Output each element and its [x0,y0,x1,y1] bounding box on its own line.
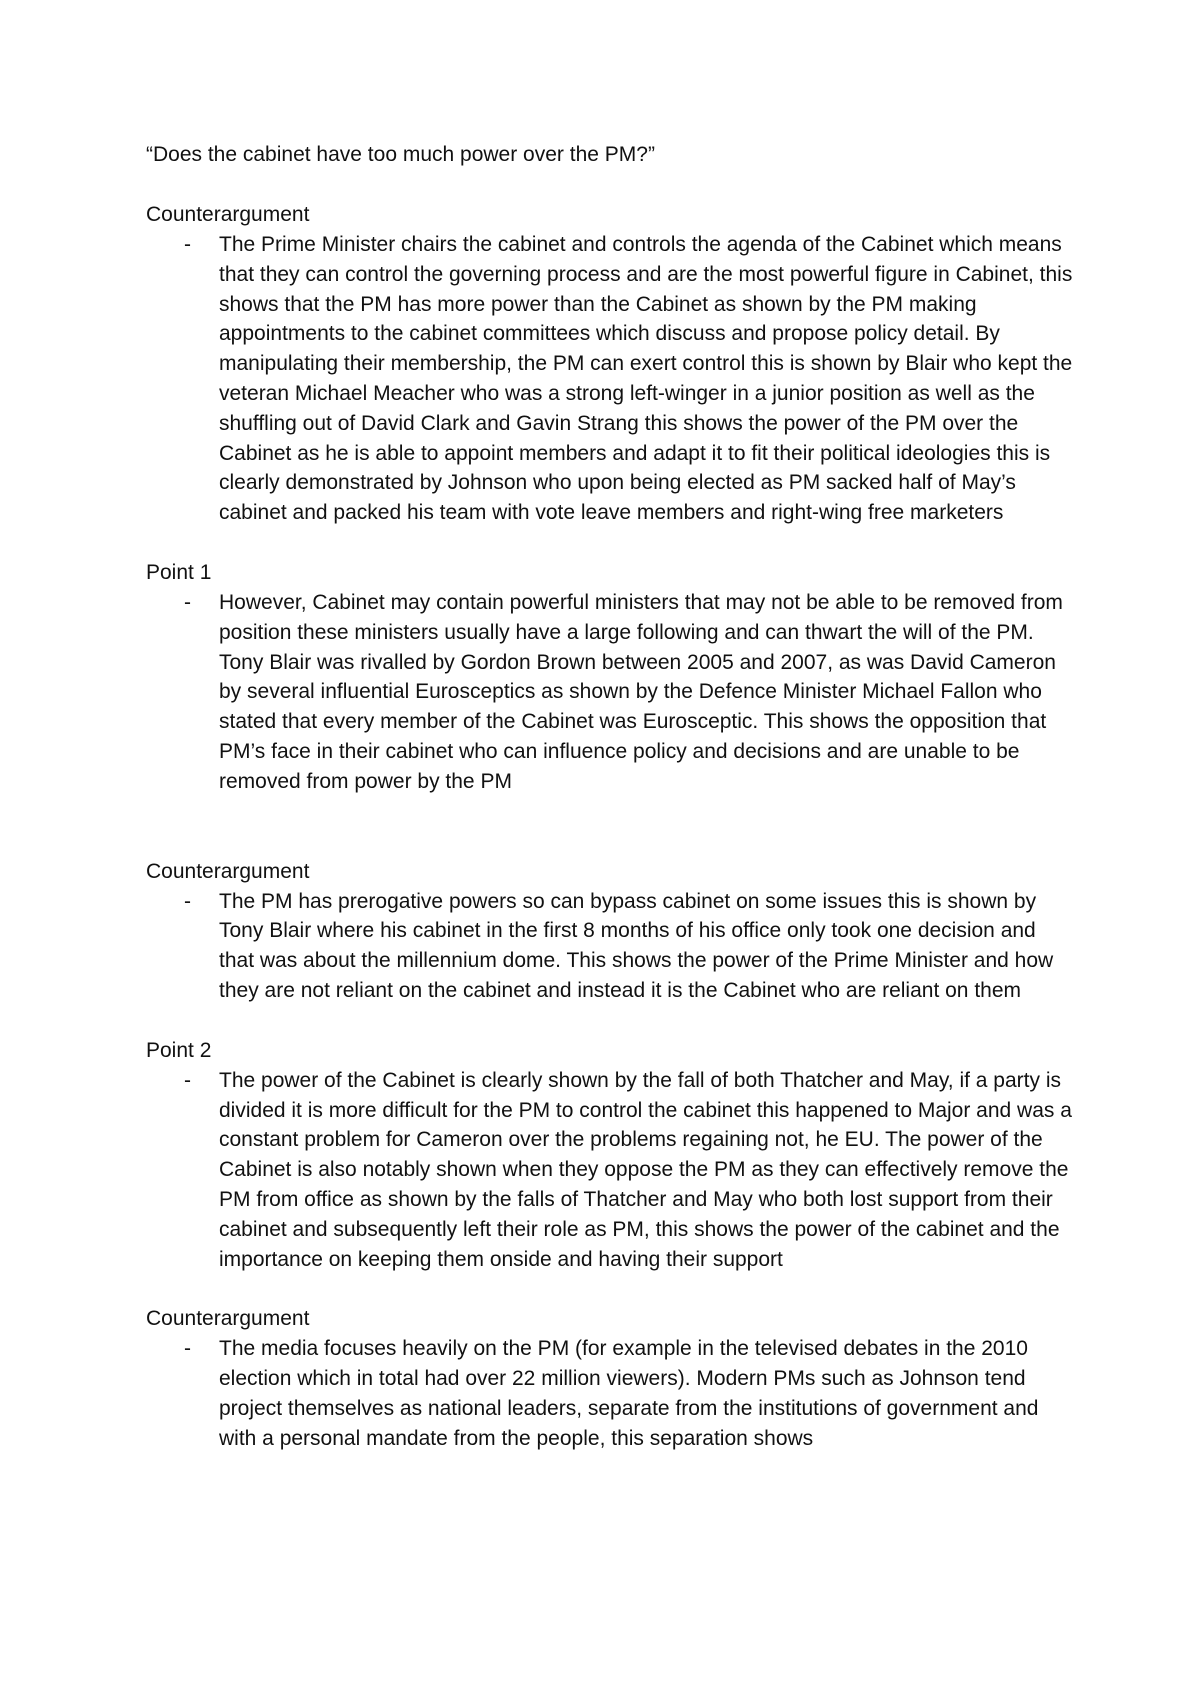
bullet-text: The power of the Cabinet is clearly shown by the fall of both Thatcher and May, if a party is divided it is more difficult for the PM to control the cabinet this happened to Major and was a constant problem for Cameron over the problems regaining not, he EU. The power of the Cabinet is also notably shown when they oppose the PM as they can effectively remove the PM from office as shown by the falls of Thatcher and May who both lost support from their cabinet and subsequently left their role as PM, this shows the power of the cabinet and the importance on keeping them onside and having their support [219,1068,1072,1271]
bullet-dash: - [184,590,191,614]
bullet-text: The media focuses heavily on the PM (for example in the televised debates in the 2010 election which in total had over 22 million viewers). Modern PMs such as Johnson tend project themselves as national leaders, separate from the institutions of government and with a personal mandate from the people, this separation shows [219,1337,1039,1450]
section-heading: Counterargument [146,859,310,883]
bullet-item [146,1066,1076,1275]
bullet-item [146,1334,1076,1453]
bullet-text: The Prime Minister chairs the cabinet and controls the agenda of the Cabinet which means that they can control the governing process and are the most powerful figure in Cabinet, this shows that the PM has more power than the Cabinet as shown by the PM making appointments to the cabinet committees which discuss and propose policy detail. By manipulating their membership, the PM can exert control this is shown by Blair who kept the veteran Michael Meacher who was a strong left-winger in a junior position as well as the shuffling out of David Clark and Gavin Strang this shows the power of the PM over the Cabinet as he is able to appoint members and adapt it to fit their political ideologies this is clearly demonstrated by Johnson who upon being elected as PM sacked half of May’s cabinet and packed his team with vote leave members and right-wing free marketers [219,233,1073,525]
section-counterargument-1 [146,200,1076,528]
bullet-dash: - [184,889,191,913]
section-point-2 [146,1036,1076,1275]
section-point-1 [146,558,1076,797]
bullet-dash: - [184,1337,191,1361]
bullet-item [146,588,1076,797]
section-heading: Point 1 [146,560,212,584]
section-counterargument-3 [146,1304,1076,1453]
section-heading: Point 2 [146,1038,212,1062]
bullet-item [146,887,1076,1006]
document-title: “Does the cabinet have too much power over the PM?” [146,143,655,166]
bullet-dash: - [184,233,191,256]
section-heading: Counterargument [146,1307,310,1331]
section-heading: Counterargument [146,203,310,226]
bullet-item [146,230,1076,528]
document-page [146,140,1076,1454]
bullet-text: However, Cabinet may contain powerful ministers that may not be able to be removed from position these ministers usually have a large following and can thwart the will of the PM. Tony Blair was rivalled by Gordon Brown between 2005 and 2007, as was David Cameron by several influential Eurosceptics as shown by the Defence Minister Michael Fallon who stated that every member of the Cabinet was Eurosceptic. This shows the opposition that PM’s face in their cabinet who can influence policy and decisions and are unable to be removed from power by the PM [219,590,1063,793]
section-counterargument-2 [146,857,1076,1006]
bullet-text: The PM has prerogative powers so can bypass cabinet on some issues this is shown by Tony Blair where his cabinet in the first 8 months of his office only took one decision and that was about the millennium dome. This shows the power of the Prime Minister and how they are not reliant on the cabinet and instead it is the Cabinet who are reliant on them [219,889,1054,1002]
bullet-dash: - [184,1068,191,1092]
